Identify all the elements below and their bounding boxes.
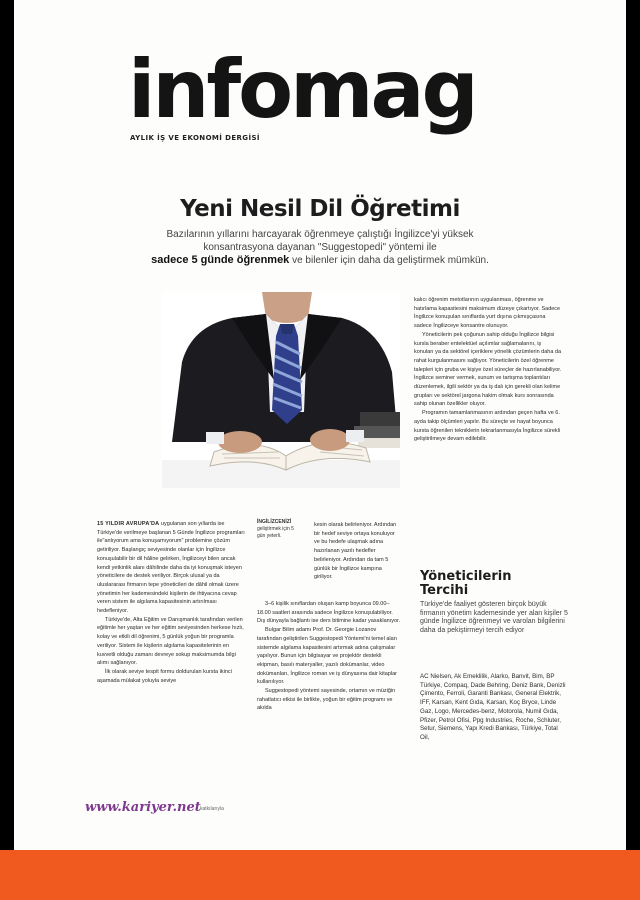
man-reading-illustration	[162, 292, 400, 488]
article-column-1	[97, 520, 245, 685]
article-column-2-lower	[257, 600, 402, 713]
article-column-3	[414, 296, 562, 444]
sidebar-lead: Türkiye'de faaliyet gösteren birçok büyük firmanın yönetim kademesinde yer alan kişiler 5 günde İngilizce öğrenmeyi ve varolan bilgilerini daha da pekiştirmeyi tercih ediyor	[420, 601, 568, 634]
col2-paragraph-3: Bulgar Bilim adamı Prof. Dr. Georgie Lozanov tarafından geliştirilen Suggestopedi Yöntemi'ni temel alan sistemde algılama kapasitesini artırmak adına çalışmalar yapılıyor. Bunun için bilgisayar ve projektör destekli ekipman, basılı materyaller, yazılı dokümanlar, video dokümanları, İngilizce roman ve iş dünyasına dair kitaplar kullanılıyor.	[257, 627, 398, 686]
col1-lead-in: 15 YILDIR AVRUPA'DA	[97, 521, 160, 527]
photo-caption	[257, 519, 301, 540]
masthead-tagline: AYLIK İŞ VE EKONOMİ DERGİSİ	[130, 134, 260, 142]
col2-paragraph-1: kesin olarak belirleniyor. Ardından bir hedef seviye ortaya konuluyor ve bu hedefe ulaşmak adına hazırlanan yazılı hedefler belirleniyor. Ardından da tam 5 günlük bir İngilizce kampına giriliyor.	[314, 522, 397, 581]
deck-text-1: Bazılarının yıllarını harcayarak öğrenmeye çalıştığı İngilizce'yi yüksek konsantrasyona dayanan "Suggestopedi" yöntemi ile	[166, 229, 474, 253]
col1-paragraph-3: İlk olarak seviye tespit formu doldurulan kursta ikinci aşamada mülakat yoluyla seviye	[97, 668, 232, 684]
col3-paragraph-2: Yöneticilerin pek çoğunun sahip olduğu İngilizce bilgisi kursla beraber entelektüel açılımlar sağlamalarını, iş konuları ya da sektörel içeriklere yönelik çözümlerin daha da rahat kurgulanmasını sağlıyor. Yöneticilerin özel öğrenme talepleri için gruba ve kişiye özel süreçler de hazırlanabiliyor. İngilizce seminer vermek, sunum ve tartışma toplantıları düzenlemek, ilgili sektör ya da iş dalı için gerekli olan kelime grupları ve sektörel jargona hakim olmak kurs sonrasında sahip olunan özellikler oluyor.	[414, 331, 562, 408]
col1-paragraph-2: Türkiye'de, Alta Eğitim ve Danışmanlık tarafından verilen eğitimle her yaştan ve her eğitim seviyesinden herkese hızlı, kolay ve etkili dil öğrenimi, 5 günlük yoğun bir programla veriliyor. Sistem ile kişilerin algılama kapasitelerinin en kuvvetli olduğu zamanı devreye sokup maksimumda bilgi alımı sağlanıyor.	[97, 616, 244, 667]
masthead	[128, 43, 498, 146]
col1-p1-text: uygulanan son yıllarda ise Türkiye'de verilmeye başlanan 5 Günde İngilizce programları ile"anlıyorum ama konuşamıyorum" problemine çözüm getiriliyor. Başlangıç seviyesinde olanlar için İngilizce konuşulabilir bir dil hâline gelirken, İngilizceyi bilen ancak kendi yetkinlik alanı dâhilinde daha da iyi konuşmak isteyen yöneticilere de destek veriliyor. Birçok ulusal ya da uluslararası firmanın tepe yöneticileri de dâhil olmak üzere yönetimin her kademesindeki kişilerin de ihtiyacına cevap veren sistem ile algılama kapasitesinin artırılması hedefleniyor.	[97, 521, 245, 615]
sidebar-title: Yöneticilerin Tercihi	[420, 569, 512, 598]
footer-url: www.kariyer.net	[85, 800, 201, 815]
masthead-logo: infomag	[128, 43, 476, 136]
sidebar-company-list: AC Nielsen, Ak Emeklilik, Alarko, Banvit, Bim, BP Türkiye, Compaq, Dade Behring, Deniz Bank, Denizli Çimento, Ferroli, Garanti Bankası, General Elektrik, IFF, Karsan, Kent Gıda, Karsan, Koç Bryce, Linde Gaz, Logo, Mercedes-benz, Motorola, Numil Gıda, Pfizer, Petrol Ofisi, Ppg Industries, Roche, Schluter, Setur, Siemens, Yapı Kredi Bankası, Türkiye, Total Oil,	[420, 673, 566, 741]
deck-text-2: ve bilenler için daha da geliştirmek mümkün.	[289, 255, 489, 266]
article-column-2	[314, 521, 402, 582]
col2-paragraph-2: 3–6 kişilik sınıflardan oluşan kamp boyunca 09.00–18.00 saatleri arasında sadece İngilizce konuşulabiliyor. Dış dünyayla bağlantı ise ders bitimine kadar yasaklanıyor.	[257, 601, 401, 625]
photo-caption-title: İNGİLİZCENİZİ	[257, 519, 292, 525]
scan-edge-left	[0, 0, 14, 850]
col2-paragraph-4: Suggestopedi yöntemi sayesinde, ortamın ve müziğin rahatlatıcı etkisi ile birlikte, yoğun bir eğitim programı ve akılda	[257, 688, 396, 712]
article-deck	[130, 228, 510, 267]
article-headline: Yeni Nesil Dil Öğretimi	[180, 196, 460, 222]
footer-note: katkılarıyla	[200, 806, 224, 812]
photo-caption-text: geliştirmek için 5 gün yeterli.	[257, 526, 294, 539]
col3-paragraph-3: Programın tamamlanmasının ardından geçen hafta ve 6. ayda takip ölçümleri yapılır. Bu süreçte ve hayat boyunca kursta öğrenilen tekniklerin tekrarlanmasıyla İngilizce sürekli geliştirilmeye devam edilebilir.	[414, 410, 561, 443]
accent-bar	[0, 850, 640, 900]
scan-edge-right	[626, 0, 640, 850]
deck-emphasis: sadece 5 günde öğrenmek	[151, 254, 290, 266]
col3-paragraph-1: kalıcı öğrenim metotlarının uygulanması, öğrenme ve hatırlama kapasitesini maksimum düzeye çıkartıyor. Sadece İngilizce konuşulan sınıflarda yurt dışına çıkmışçasına sadece İngilizceye konsantre olunuyor.	[414, 297, 561, 330]
article-photo	[162, 292, 400, 488]
col1-paragraph-1	[97, 520, 245, 616]
